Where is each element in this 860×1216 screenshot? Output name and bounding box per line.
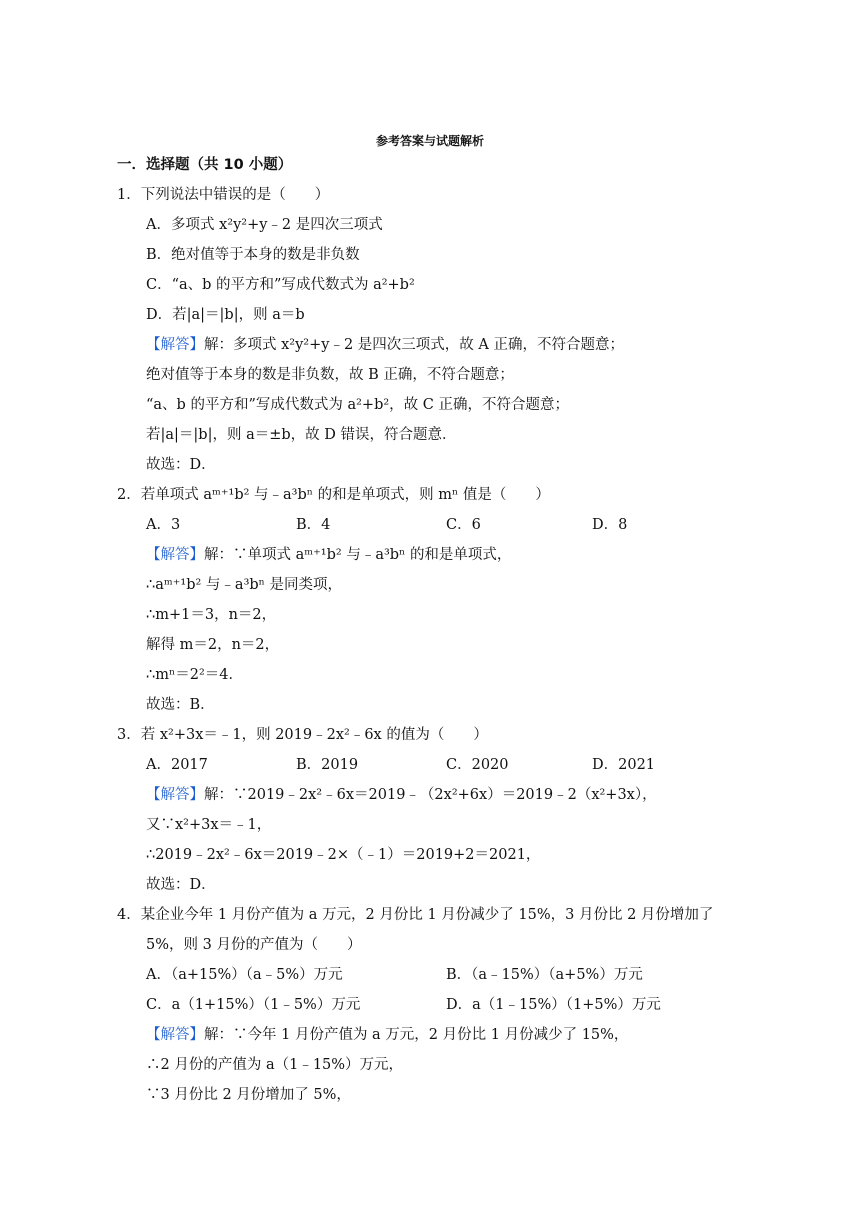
answer-tag: 【解答】: [146, 337, 204, 353]
q2-option-d: D．8: [592, 517, 628, 533]
q2-option-a: A．3: [146, 517, 181, 533]
q2-solution-line: 【解答】解：∵单项式 aᵐ⁺¹b² 与﹣a³bⁿ 的和是单项式，: [146, 547, 512, 563]
q2-solution-line: 解得 m＝2，n＝2，: [146, 637, 280, 653]
answer-tag: 【解答】: [146, 1027, 204, 1043]
q4-option-c: C．a（1+15%）（1﹣5%）万元: [146, 997, 361, 1013]
q3-solution-line: 又∵x²+3x＝﹣1，: [146, 817, 272, 833]
q2-option-c: C．6: [446, 517, 481, 533]
q1-solution-line: 【解答】解：多项式 x²y²+y﹣2 是四次三项式，故 A 正确，不符合题意；: [146, 337, 624, 353]
q1-option-d: D．若|a|＝|b|，则 a＝b: [146, 307, 305, 323]
q2-answer: 故选：B．: [146, 697, 215, 713]
q4-solution-line: ∴2 月份的产值为 a（1﹣15%）万元，: [146, 1057, 404, 1073]
q1-solution-line: 若|a|＝|b|，则 a＝±b，故 D 错误，符合题意．: [146, 427, 457, 443]
q3-answer: 故选：D．: [146, 877, 216, 893]
q1-solution-line: 绝对值等于本身的数是非负数，故 B 正确，不符合题意；: [146, 367, 514, 383]
q2-solution-line: ∴mⁿ＝2²＝4．: [146, 667, 244, 683]
q3-solution-line: 【解答】解：∵2019﹣2x²﹣6x＝2019﹣（2x²+6x）＝2019﹣2（x²+3x），: [146, 787, 657, 803]
q4-option-b: B．（a﹣15%）（a+5%）万元: [446, 967, 643, 983]
q2-stem: 2．若单项式 aᵐ⁺¹b² 与﹣a³bⁿ 的和是单项式，则 mⁿ 值是（ ）: [117, 487, 550, 503]
q3-option-a: A．2017: [146, 757, 208, 773]
q1-answer: 故选：D．: [146, 457, 216, 473]
answer-tag: 【解答】: [146, 547, 204, 563]
q2-options: [146, 515, 746, 535]
q4-solution-line: 【解答】解：∵今年 1 月份产值为 a 万元，2 月份比 1 月份减少了 15%，: [146, 1027, 629, 1043]
q2-solution-line: ∴m+1＝3，n＝2，: [146, 607, 277, 623]
q4-option-d: D．a（1﹣15%）（1+5%）万元: [446, 997, 661, 1013]
q4-solution-line: ∵3 月份比 2 月份增加了 5%，: [146, 1087, 351, 1103]
answer-tag: 【解答】: [146, 787, 204, 803]
section-heading: 一．选择题（共 10 小题）: [117, 157, 293, 173]
q3-option-d: D．2021: [592, 757, 656, 773]
q2-option-b: B．4: [296, 517, 331, 533]
q1-option-b: B．绝对值等于本身的数是非负数: [146, 247, 360, 263]
q3-solution-line: ∴2019﹣2x²﹣6x＝2019﹣2×（﹣1）＝2019+2＝2021，: [146, 847, 541, 863]
q1-stem: 1．下列说法中错误的是（ ）: [117, 187, 330, 203]
q2-solution-line: ∴aᵐ⁺¹b² 与﹣a³bⁿ 是同类项，: [146, 577, 343, 593]
q1-option-c: C．“a、b 的平方和”写成代数式为 a²+b²: [146, 277, 415, 293]
q4-option-a: A．（a+15%）（a﹣5%）万元: [146, 967, 343, 983]
q3-stem: 3．若 x²+3x＝﹣1，则 2019﹣2x²﹣6x 的值为（ ）: [117, 727, 488, 743]
q1-option-a: A．多项式 x²y²+y﹣2 是四次三项式: [146, 217, 383, 233]
q4-stem: 4．某企业今年 1 月份产值为 a 万元，2 月份比 1 月份减少了 15%，3 月份比 2 月份增加了: [117, 907, 714, 923]
q3-option-c: C．2020: [446, 757, 509, 773]
q3-options: [146, 755, 746, 775]
page-title: 参考答案与试题解析: [375, 134, 484, 148]
q1-solution-line: “a、b 的平方和”写成代数式为 a²+b²，故 C 正确，不符合题意；: [146, 397, 569, 413]
q3-option-b: B．2019: [296, 757, 359, 773]
q4-stem-continued: 5%，则 3 月份的产值为（ ）: [146, 937, 362, 953]
